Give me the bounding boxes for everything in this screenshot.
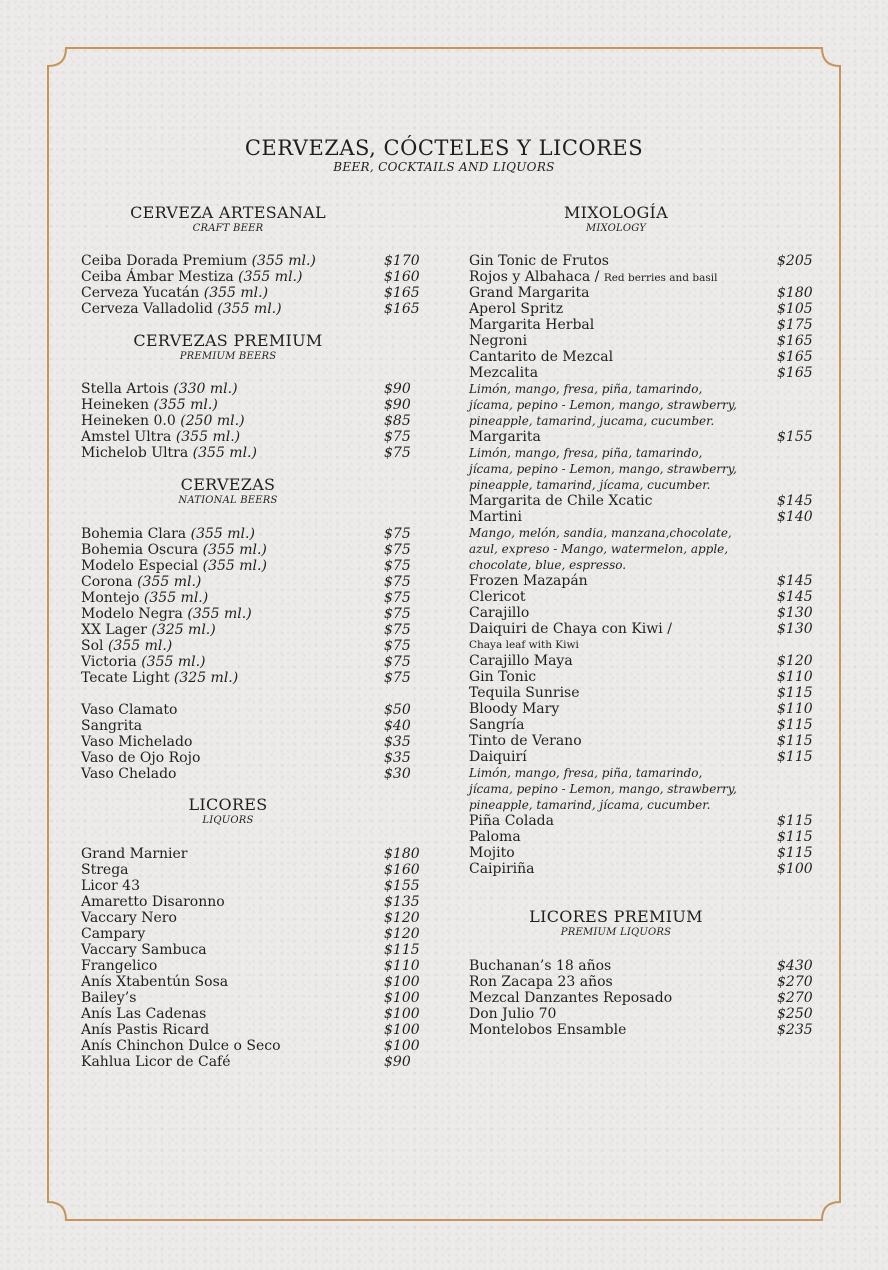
section-craft-beer bbox=[100, 204, 356, 236]
menu-item: Mezcalita $165 bbox=[469, 365, 813, 381]
item-price: $165 bbox=[777, 365, 813, 381]
item-price: $75 bbox=[384, 445, 411, 461]
section-premium-beers bbox=[100, 332, 356, 364]
menu-item: Daiquirí $115 bbox=[469, 749, 813, 765]
menu-item: Modelo Negra (355 ml.) $75 bbox=[81, 606, 411, 622]
menu-item: Tecate Light (325 ml.) $75 bbox=[81, 670, 411, 686]
item-description: pineapple, tamarind, jucama, cucumber. bbox=[469, 414, 715, 428]
section-liquors bbox=[100, 796, 356, 828]
section-title: LICORES bbox=[188, 795, 268, 814]
item-price: $270 bbox=[777, 990, 813, 1006]
menu-item: Kahlua Licor de Café $90 bbox=[81, 1054, 411, 1070]
item-price: $115 bbox=[777, 717, 813, 733]
menu-item-note: Chaya leaf with Kiwi bbox=[469, 639, 579, 651]
menu-item: Don Julio 70 $250 bbox=[469, 1006, 813, 1022]
item-price: $100 bbox=[384, 1022, 420, 1038]
menu-item: Martini $140 bbox=[469, 509, 813, 525]
menu-item: Modelo Especial (355 ml.) $75 bbox=[81, 558, 411, 574]
section-subtitle: LIQUORS bbox=[202, 815, 254, 826]
item-price: $165 bbox=[384, 285, 420, 301]
list-national-beers bbox=[81, 526, 421, 782]
item-price: $115 bbox=[777, 829, 813, 845]
menu-item: Heineken 0.0 (250 ml.) $85 bbox=[81, 413, 411, 429]
item-price: $145 bbox=[777, 493, 813, 509]
item-price: $75 bbox=[384, 429, 411, 445]
menu-item: Stella Artois (330 ml.) $90 bbox=[81, 381, 411, 397]
section-mixology bbox=[488, 204, 744, 236]
item-price: $115 bbox=[777, 685, 813, 701]
item-price: $270 bbox=[777, 974, 813, 990]
menu-item: Carajillo Maya $120 bbox=[469, 653, 813, 669]
item-description: Limón, mango, fresa, piña, tamarindo, bbox=[469, 766, 703, 780]
item-price: $75 bbox=[384, 654, 411, 670]
item-description: Mango, melón, sandia, manzana,chocolate, bbox=[469, 526, 732, 540]
menu-item: Anís Chinchon Dulce o Seco $100 bbox=[81, 1038, 420, 1054]
menu-item: Victoria (355 ml.) $75 bbox=[81, 654, 411, 670]
menu-item: Anís Xtabentún Sosa $100 bbox=[81, 974, 420, 990]
section-subtitle: PREMIUM BEERS bbox=[179, 351, 277, 362]
list-liquors bbox=[81, 846, 421, 1070]
item-price: $130 bbox=[777, 621, 813, 637]
item-price: $430 bbox=[777, 958, 813, 974]
item-price: $40 bbox=[384, 718, 411, 734]
menu-item: Montelobos Ensamble $235 bbox=[469, 1022, 813, 1038]
item-price: $115 bbox=[777, 733, 813, 749]
menu-item: Licor 43 $155 bbox=[81, 878, 420, 894]
menu-item: Daiquiri de Chaya con Kiwi / $130 bbox=[469, 621, 813, 637]
item-price: $145 bbox=[777, 573, 813, 589]
menu-item: Tinto de Verano $115 bbox=[469, 733, 813, 749]
item-price: $75 bbox=[384, 622, 411, 638]
menu-item: Vaso de Ojo Rojo $35 bbox=[81, 750, 411, 766]
menu-item: Gin Tonic de Frutos $205 bbox=[469, 253, 813, 269]
item-price: $35 bbox=[384, 750, 411, 766]
menu-item: Sangrita $40 bbox=[81, 718, 411, 734]
menu-item: Sangría $115 bbox=[469, 717, 813, 733]
item-price: $75 bbox=[384, 670, 411, 686]
menu-item: Caipiriña $100 bbox=[469, 861, 813, 877]
menu-item: Frangelico $110 bbox=[81, 958, 420, 974]
menu-item: Anís Pastis Ricard $100 bbox=[81, 1022, 420, 1038]
item-description: azul, expreso - Mango, watermelon, apple, bbox=[469, 542, 729, 556]
menu-item: Strega $160 bbox=[81, 862, 420, 878]
menu-item: Vaso Clamato $50 bbox=[81, 702, 411, 718]
item-price: $160 bbox=[384, 862, 420, 878]
menu-item: Grand Marnier $180 bbox=[81, 846, 420, 862]
menu-item: Corona (355 ml.) $75 bbox=[81, 574, 411, 590]
item-price: $85 bbox=[384, 413, 411, 429]
item-price: $235 bbox=[777, 1022, 813, 1038]
section-subtitle: MIXOLOGY bbox=[585, 223, 647, 234]
item-price: $250 bbox=[777, 1006, 813, 1022]
section-title: CERVEZA ARTESANAL bbox=[130, 203, 326, 222]
item-price: $110 bbox=[777, 701, 813, 717]
menu-item: Sol (355 ml.) $75 bbox=[81, 638, 411, 654]
menu-item: Margarita $155 bbox=[469, 429, 813, 445]
menu-item: Vaccary Sambuca $115 bbox=[81, 942, 420, 958]
item-price: $160 bbox=[384, 269, 420, 285]
item-price: $135 bbox=[384, 894, 420, 910]
item-description: pineapple, tamarind, jícama, cucumber. bbox=[469, 798, 711, 812]
item-description: pineapple, tamarind, jícama, cucumber. bbox=[469, 478, 711, 492]
menu-item: Bohemia Oscura (355 ml.) $75 bbox=[81, 542, 411, 558]
menu-item: Clericot $145 bbox=[469, 589, 813, 605]
item-price: $35 bbox=[384, 734, 411, 750]
menu-item: Cantarito de Mezcal $165 bbox=[469, 349, 813, 365]
menu-item: Rojos y Albahaca / Red berries and basil bbox=[469, 269, 718, 285]
item-price: $170 bbox=[384, 253, 420, 269]
item-price: $75 bbox=[384, 542, 411, 558]
item-price: $155 bbox=[384, 878, 420, 894]
item-price: $30 bbox=[384, 766, 411, 782]
item-price: $115 bbox=[777, 749, 813, 765]
item-price: $165 bbox=[777, 349, 813, 365]
menu-item: Aperol Spritz $105 bbox=[469, 301, 813, 317]
menu-item: Heineken (355 ml.) $90 bbox=[81, 397, 411, 413]
item-price: $120 bbox=[384, 910, 420, 926]
menu-item: Mezcal Danzantes Reposado $270 bbox=[469, 990, 813, 1006]
menu-item: Campary $120 bbox=[81, 926, 420, 942]
item-price: $105 bbox=[777, 301, 813, 317]
item-price: $90 bbox=[384, 1054, 411, 1070]
item-price: $100 bbox=[384, 1038, 420, 1054]
menu-item: Grand Margarita $180 bbox=[469, 285, 813, 301]
item-description: jícama, pepino - Lemon, mango, strawberry, bbox=[469, 462, 737, 476]
item-price: $115 bbox=[384, 942, 420, 958]
menu-item: Bloody Mary $110 bbox=[469, 701, 813, 717]
item-price: $155 bbox=[777, 429, 813, 445]
item-description: Limón, mango, fresa, piña, tamarindo, bbox=[469, 446, 703, 460]
section-title: CERVEZAS PREMIUM bbox=[133, 331, 323, 350]
item-price: $205 bbox=[777, 253, 813, 269]
item-price: $140 bbox=[777, 509, 813, 525]
section-subtitle: NATIONAL BEERS bbox=[178, 495, 278, 506]
item-price: $50 bbox=[384, 702, 411, 718]
menu-item: Ceiba Ámbar Mestiza (355 ml.) $160 bbox=[81, 269, 420, 285]
menu-item: Gin Tonic $110 bbox=[469, 669, 813, 685]
menu-item: Vaso Chelado $30 bbox=[81, 766, 411, 782]
menu-item: Mojito $115 bbox=[469, 845, 813, 861]
item-price: $75 bbox=[384, 526, 411, 542]
item-price: $180 bbox=[777, 285, 813, 301]
menu-item: Frozen Mazapán $145 bbox=[469, 573, 813, 589]
list-mixology bbox=[469, 253, 819, 877]
menu-item: Vaccary Nero $120 bbox=[81, 910, 420, 926]
menu-item: Amstel Ultra (355 ml.) $75 bbox=[81, 429, 411, 445]
item-description: chocolate, blue, espresso. bbox=[469, 558, 627, 572]
list-premium-liquors bbox=[469, 958, 819, 1038]
item-price: $165 bbox=[777, 333, 813, 349]
menu-item: Amaretto Disaronno $135 bbox=[81, 894, 420, 910]
item-price: $175 bbox=[777, 317, 813, 333]
item-price: $100 bbox=[384, 990, 420, 1006]
section-subtitle: PREMIUM LIQUORS bbox=[560, 927, 672, 938]
item-price: $75 bbox=[384, 606, 411, 622]
item-price: $110 bbox=[384, 958, 420, 974]
item-price: $75 bbox=[384, 590, 411, 606]
item-price: $180 bbox=[384, 846, 420, 862]
item-price: $130 bbox=[777, 605, 813, 621]
item-price: $100 bbox=[777, 861, 813, 877]
page-title: CERVEZAS, CÓCTELES Y LICORES bbox=[244, 136, 644, 160]
section-title: MIXOLOGÍA bbox=[563, 203, 669, 222]
item-price: $110 bbox=[777, 669, 813, 685]
menu-item: Bohemia Clara (355 ml.) $75 bbox=[81, 526, 411, 542]
menu-item: Carajillo $130 bbox=[469, 605, 813, 621]
menu-item: Ron Zacapa 23 años $270 bbox=[469, 974, 813, 990]
item-price: $115 bbox=[777, 845, 813, 861]
item-price: $100 bbox=[384, 974, 420, 990]
menu-item: Cerveza Yucatán (355 ml.) $165 bbox=[81, 285, 420, 301]
section-title: CERVEZAS bbox=[180, 475, 276, 494]
item-price: $75 bbox=[384, 558, 411, 574]
menu-item: Montejo (355 ml.) $75 bbox=[81, 590, 411, 606]
item-price: $165 bbox=[384, 301, 420, 317]
menu-item: Negroni $165 bbox=[469, 333, 813, 349]
item-price: $100 bbox=[384, 1006, 420, 1022]
item-description: jícama, pepino - Lemon, mango, strawberry, bbox=[469, 782, 737, 796]
menu-item: Anís Las Cadenas $100 bbox=[81, 1006, 420, 1022]
section-title: LICORES PREMIUM bbox=[529, 907, 703, 926]
menu-item: XX Lager (325 ml.) $75 bbox=[81, 622, 411, 638]
item-price: $90 bbox=[384, 397, 411, 413]
menu-item: Margarita Herbal $175 bbox=[469, 317, 813, 333]
item-price: $145 bbox=[777, 589, 813, 605]
section-national-beers bbox=[100, 476, 356, 508]
item-price: $75 bbox=[384, 574, 411, 590]
section-premium-liquors bbox=[488, 908, 744, 940]
menu-item: Michelob Ultra (355 ml.) $75 bbox=[81, 445, 411, 461]
menu-item: Buchanan’s 18 años $430 bbox=[469, 958, 813, 974]
menu-item: Cerveza Valladolid (355 ml.) $165 bbox=[81, 301, 420, 317]
menu-item: Margarita de Chile Xcatic $145 bbox=[469, 493, 813, 509]
menu-item: Vaso Michelado $35 bbox=[81, 734, 411, 750]
page-subtitle: BEER, COCKTAILS AND LIQUORS bbox=[333, 160, 555, 174]
section-subtitle: CRAFT BEER bbox=[192, 223, 264, 234]
item-price: $120 bbox=[384, 926, 420, 942]
menu-item: Tequila Sunrise $115 bbox=[469, 685, 813, 701]
menu-item: Ceiba Dorada Premium (355 ml.) $170 bbox=[81, 253, 420, 269]
list-craft-beer bbox=[81, 253, 421, 317]
menu-item: Paloma $115 bbox=[469, 829, 813, 845]
menu-item: Bailey’s $100 bbox=[81, 990, 420, 1006]
item-price: $75 bbox=[384, 638, 411, 654]
item-description: jícama, pepino - Lemon, mango, strawberry, bbox=[469, 398, 737, 412]
item-price: $90 bbox=[384, 381, 411, 397]
list-premium-beers bbox=[81, 381, 421, 461]
item-price: $115 bbox=[777, 813, 813, 829]
item-price: $120 bbox=[777, 653, 813, 669]
menu-item: Piña Colada $115 bbox=[469, 813, 813, 829]
item-description: Limón, mango, fresa, piña, tamarindo, bbox=[469, 382, 703, 396]
